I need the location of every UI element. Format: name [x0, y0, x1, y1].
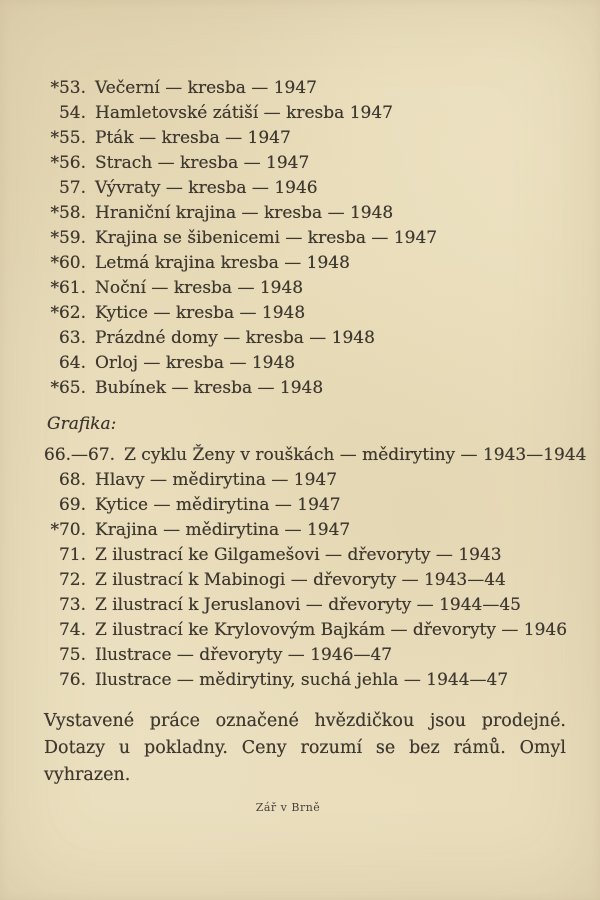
entry-text: Orloj — kresba — 1948 — [95, 353, 296, 373]
catalog-entry — [44, 543, 566, 568]
entry-number: *62. — [50, 303, 86, 323]
entry-text: Krajina — mědirytina — 1947 — [95, 520, 351, 540]
catalog-entry — [44, 176, 566, 201]
graphics-list — [44, 443, 587, 693]
entry-text: Hlavy — mědirytina — 1947 — [95, 470, 338, 490]
catalog-entry — [44, 443, 587, 468]
entry-number: *65. — [50, 378, 86, 398]
drawings-list — [44, 76, 566, 401]
entry-number: 74. — [58, 620, 86, 640]
catalog-entry — [44, 126, 566, 151]
entry-number: 63. — [58, 328, 86, 348]
entry-text: Kytice — mědirytina — 1947 — [95, 495, 341, 515]
entry-text: Ilustrace — dřevoryty — 1946—47 — [95, 645, 393, 665]
catalog-entry — [44, 518, 566, 543]
entry-number: 72. — [58, 570, 86, 590]
entry-text: Z ilustrací ke Gilgamešovi — dřevoryty — 1943 — [95, 545, 502, 565]
entry-text: Letmá krajina kresba — 1948 — [95, 253, 350, 273]
catalog-entry — [44, 376, 566, 401]
section-heading-grafika: Grafika: — [47, 414, 117, 434]
entry-number: 68. — [58, 470, 86, 490]
entry-text: Prázdné domy — kresba — 1948 — [95, 328, 375, 348]
catalog-entry — [44, 618, 566, 643]
entry-text: Noční — kresba — 1948 — [95, 278, 304, 298]
entry-number: *59. — [50, 228, 86, 248]
imprint: Zář v Brně — [255, 801, 321, 814]
entry-text: Krajina se šibenicemi — kresba — 1947 — [95, 228, 438, 248]
entry-number: *53. — [50, 78, 86, 98]
catalog-entry — [44, 276, 566, 301]
entry-number: *70. — [50, 520, 86, 540]
entry-number: 71. — [58, 545, 86, 565]
catalog-entry — [44, 151, 566, 176]
entry-text: Z ilustrací k Mabinogi — dřevoryty — 1943—44 — [95, 570, 506, 590]
sales-note: Vystavené práce označené hvězdičkou jsou prodejné. Dotazy u pokladny. Ceny rozumí se bez rámů. Omyl vyhrazen. — [44, 711, 566, 785]
catalog-entry — [44, 101, 566, 126]
entry-text: Hamletovské zátiší — kresba 1947 — [95, 103, 393, 123]
entry-text: Večerní — kresba — 1947 — [95, 78, 317, 98]
catalog-entry — [44, 226, 566, 251]
entry-number: *55. — [50, 128, 86, 148]
entry-number: 64. — [58, 353, 86, 373]
catalog-entry — [44, 326, 566, 351]
entry-text: Z ilustrací k Jeruslanovi — dřevoryty — 1944—45 — [95, 595, 521, 615]
entry-number: *60. — [50, 253, 86, 273]
entry-number: 66.—67. — [44, 445, 116, 465]
entry-text: Z ilustrací ke Krylovovým Bajkám — dřevoryty — 1946 — [95, 620, 568, 640]
catalog-entry — [44, 251, 566, 276]
entry-number: 69. — [58, 495, 86, 515]
entry-text: Vývraty — kresba — 1946 — [95, 178, 318, 198]
entry-text: Ilustrace — mědirytiny, suchá jehla — 1944—47 — [95, 670, 509, 690]
entry-number: *56. — [50, 153, 86, 173]
entry-number: *58. — [50, 203, 86, 223]
catalog-entry — [44, 76, 566, 101]
entry-text: Strach — kresba — 1947 — [95, 153, 310, 173]
entry-text: Bubínek — kresba — 1948 — [95, 378, 324, 398]
catalog-entry — [44, 668, 566, 693]
entry-text: Hraniční krajina — kresba — 1948 — [95, 203, 394, 223]
catalog-entry — [44, 351, 566, 376]
entry-number: *61. — [50, 278, 86, 298]
catalog-entry — [44, 493, 566, 518]
entry-number: 76. — [58, 670, 86, 690]
entry-text: Pták — kresba — 1947 — [95, 128, 291, 148]
entry-number: 73. — [58, 595, 86, 615]
catalog-entry — [44, 643, 566, 668]
catalog-entry — [44, 593, 566, 618]
catalog-entry — [44, 468, 566, 493]
catalog-entry — [44, 201, 566, 226]
catalog-entry — [44, 301, 566, 326]
catalog-entry — [44, 568, 566, 593]
entry-text: Z cyklu Ženy v rouškách — mědirytiny — 1943—1944 — [124, 445, 587, 465]
entry-number: 54. — [58, 103, 86, 123]
entry-text: Kytice — kresba — 1948 — [95, 303, 306, 323]
entry-number: 75. — [58, 645, 86, 665]
entry-number: 57. — [58, 178, 86, 198]
